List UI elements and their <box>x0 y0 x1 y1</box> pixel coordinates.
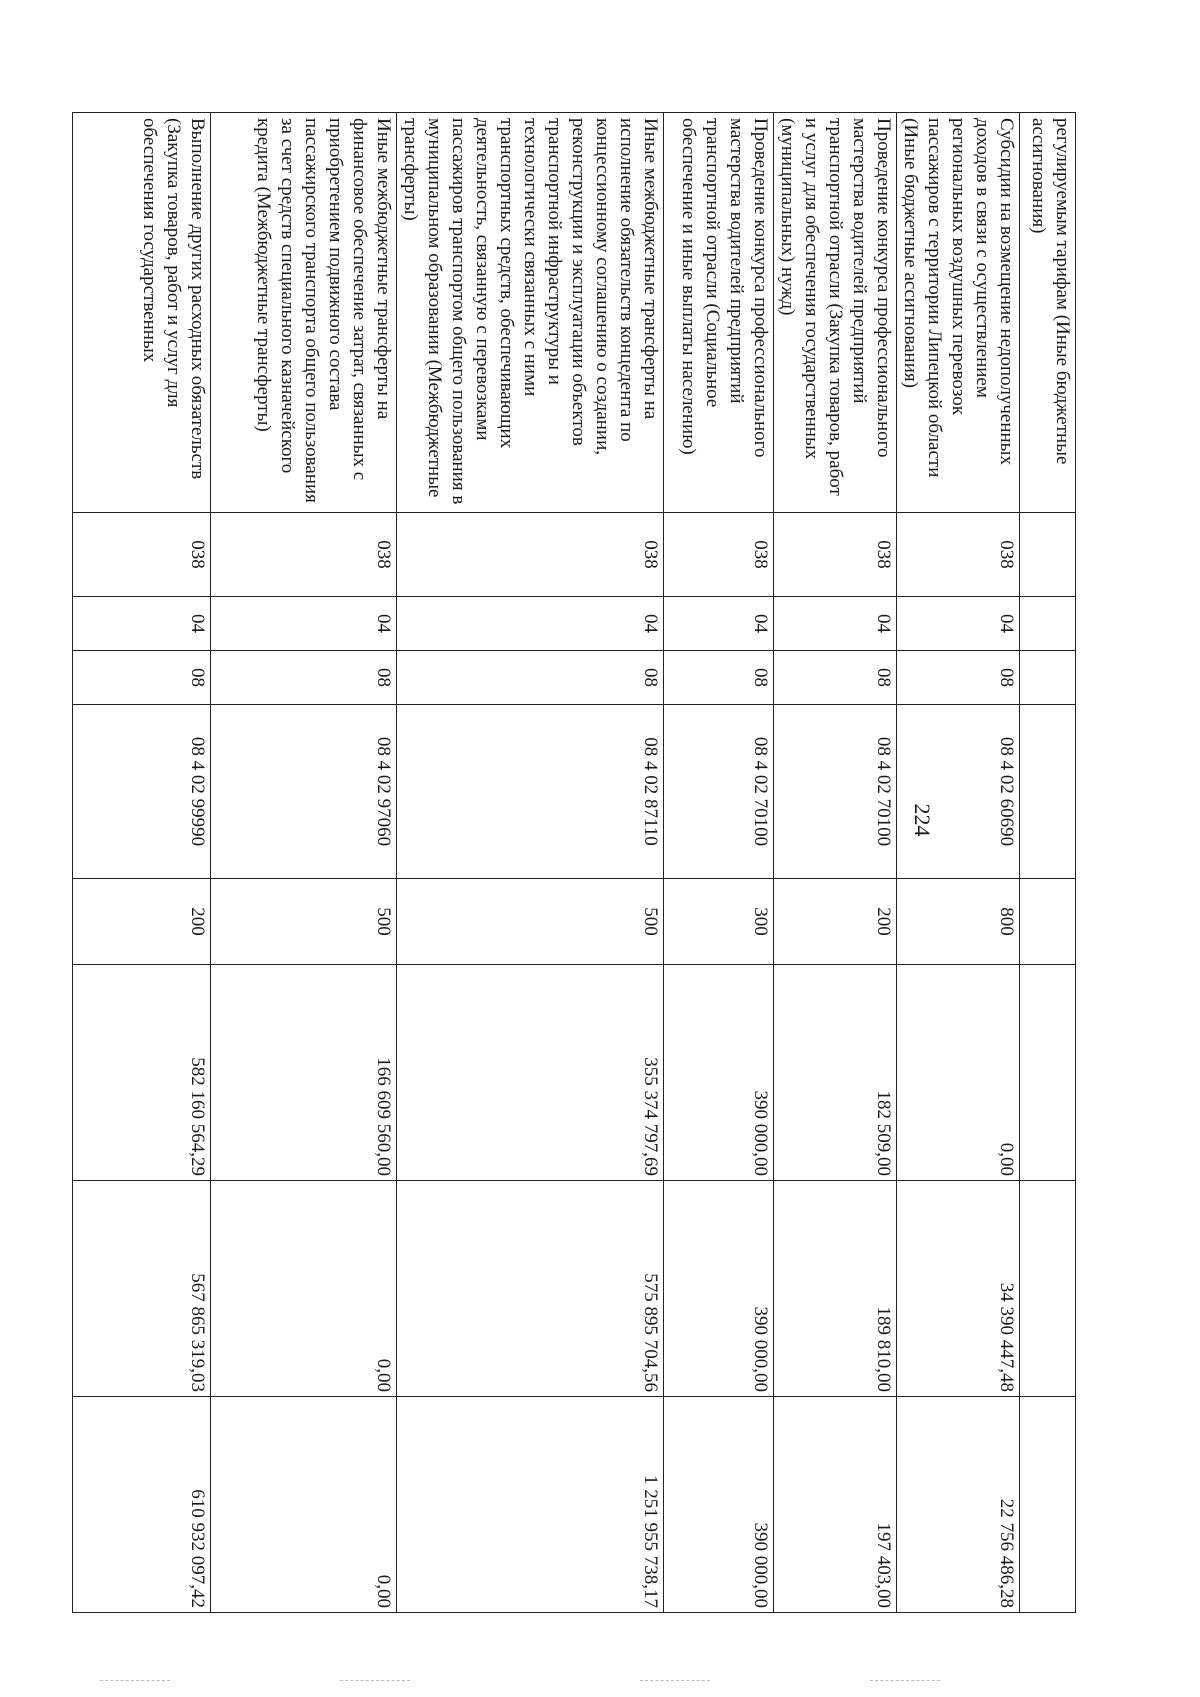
glava-cell: 038 <box>664 513 774 597</box>
sum-year2-cell: 390 000,00 <box>664 1181 774 1397</box>
sum-year2-cell: 34 390 447,48 <box>897 1181 1020 1397</box>
table-row <box>664 113 774 1613</box>
vr-cell: 200 <box>774 879 897 965</box>
table-row <box>897 113 1020 1613</box>
budget-table-sheet <box>124 112 1076 1612</box>
podrazdel-cell: 08 <box>211 651 397 705</box>
podrazdel-cell: 08 <box>774 651 897 705</box>
glava-cell <box>1020 513 1076 597</box>
razdel-cell: 04 <box>664 597 774 651</box>
sum-year2-cell: 567 865 319,03 <box>73 1181 211 1397</box>
glava-cell: 038 <box>73 513 211 597</box>
table-row <box>397 113 664 1613</box>
page-number: 224 <box>910 803 935 837</box>
row-name: Выполнение других расходных обязательств (Закупка товаров, работ и услуг для обеспечения государственных <box>73 113 211 513</box>
row-name: Иные межбюджетные трансферты на финансовое обеспечение затрат, связанных с приобретением подвижного состава пассажирского транспорта общего пользования за счет средств специального казначейского кредита (Межбюджетные трансферты) <box>211 113 397 513</box>
csr-cell <box>1020 705 1076 879</box>
podrazdel-cell: 08 <box>897 651 1020 705</box>
sum-year1-cell: 182 509,00 <box>774 965 897 1181</box>
glava-cell: 038 <box>774 513 897 597</box>
sum-year1-cell: 390 000,00 <box>664 965 774 1181</box>
sum-year3-cell: 610 932 097,42 <box>73 1397 211 1613</box>
podrazdel-cell: 08 <box>664 651 774 705</box>
table-row <box>73 113 211 1613</box>
sum-year3-cell: 197 403,00 <box>774 1397 897 1613</box>
sum-year1-cell <box>1020 965 1076 1181</box>
table-row <box>774 113 897 1613</box>
sum-year1-cell: 582 160 564,29 <box>73 965 211 1181</box>
sum-year1-cell: 166 609 560,00 <box>211 965 397 1181</box>
sum-year2-cell: 189 810,00 <box>774 1181 897 1397</box>
glava-cell: 038 <box>397 513 664 597</box>
scan-artifact-line <box>100 1680 170 1683</box>
sum-year1-cell: 0,00 <box>897 965 1020 1181</box>
sum-year2-cell: 575 895 704,56 <box>397 1181 664 1397</box>
row-name: Иные межбюджетные трансферты на исполнение обязательств концедента по концессионному соглашению о создании, реконструкции и эксплуатации объектов транспортной инфраструктуры и технологически связанных с ними транспортных средств, обеспечивающих деятельность, связанную с перевозками пассажиров транспортом общего пользования в муниципальном образовании (Межбюджетные трансферты) <box>397 113 664 513</box>
row-name: регулируемым тарифам (Иные бюджетные ассигнования) <box>1020 113 1076 513</box>
row-name: Проведение конкурса профессионального мастерства водителей предприятий транспортной отрасли (Социальное обеспечение и иные выплаты населению) <box>664 113 774 513</box>
podrazdel-cell: 08 <box>397 651 664 705</box>
csr-cell: 08 4 02 70100 <box>774 705 897 879</box>
vr-cell: 800 <box>897 879 1020 965</box>
scan-artifact-line <box>640 1680 710 1683</box>
row-name: Субсидии на возмещение недополученных доходов в связи с осуществлением региональных воздушных перевозок пассажиров с территории Липецкой области (Иные бюджетные ассигнования) <box>897 113 1020 513</box>
sum-year1-cell: 355 374 797,69 <box>397 965 664 1181</box>
csr-cell: 08 4 02 99990 <box>73 705 211 879</box>
glava-cell: 038 <box>897 513 1020 597</box>
csr-cell: 08 4 02 60690 <box>897 705 1020 879</box>
sum-year2-cell <box>1020 1181 1076 1397</box>
scan-artifact-line <box>340 1680 410 1683</box>
razdel-cell <box>1020 597 1076 651</box>
csr-cell: 08 4 02 70100 <box>664 705 774 879</box>
vr-cell: 300 <box>664 879 774 965</box>
vr-cell: 500 <box>397 879 664 965</box>
table-row <box>1020 113 1076 1613</box>
scan-artifact-line <box>870 1680 940 1683</box>
sum-year3-cell: 22 756 486,28 <box>897 1397 1020 1613</box>
razdel-cell: 04 <box>397 597 664 651</box>
sum-year3-cell: 0,00 <box>211 1397 397 1613</box>
vr-cell: 200 <box>73 879 211 965</box>
podrazdel-cell: 08 <box>73 651 211 705</box>
sum-year3-cell: 1 251 955 738,17 <box>397 1397 664 1613</box>
row-name: Проведение конкурса профессионального мастерства водителей предприятий транспортной отрасли (Закупка товаров, работ и услуг для обеспечения государственных (муниципальных) нужд) <box>774 113 897 513</box>
csr-cell: 08 4 02 97060 <box>211 705 397 879</box>
razdel-cell: 04 <box>73 597 211 651</box>
vr-cell: 500 <box>211 879 397 965</box>
budget-table <box>72 112 1076 1613</box>
podrazdel-cell <box>1020 651 1076 705</box>
sum-year2-cell: 0,00 <box>211 1181 397 1397</box>
razdel-cell: 04 <box>774 597 897 651</box>
sum-year3-cell <box>1020 1397 1076 1613</box>
vr-cell <box>1020 879 1076 965</box>
sum-year3-cell: 390 000,00 <box>664 1397 774 1613</box>
razdel-cell: 04 <box>211 597 397 651</box>
glava-cell: 038 <box>211 513 397 597</box>
table-row <box>211 113 397 1613</box>
csr-cell: 08 4 02 87110 <box>397 705 664 879</box>
razdel-cell: 04 <box>897 597 1020 651</box>
